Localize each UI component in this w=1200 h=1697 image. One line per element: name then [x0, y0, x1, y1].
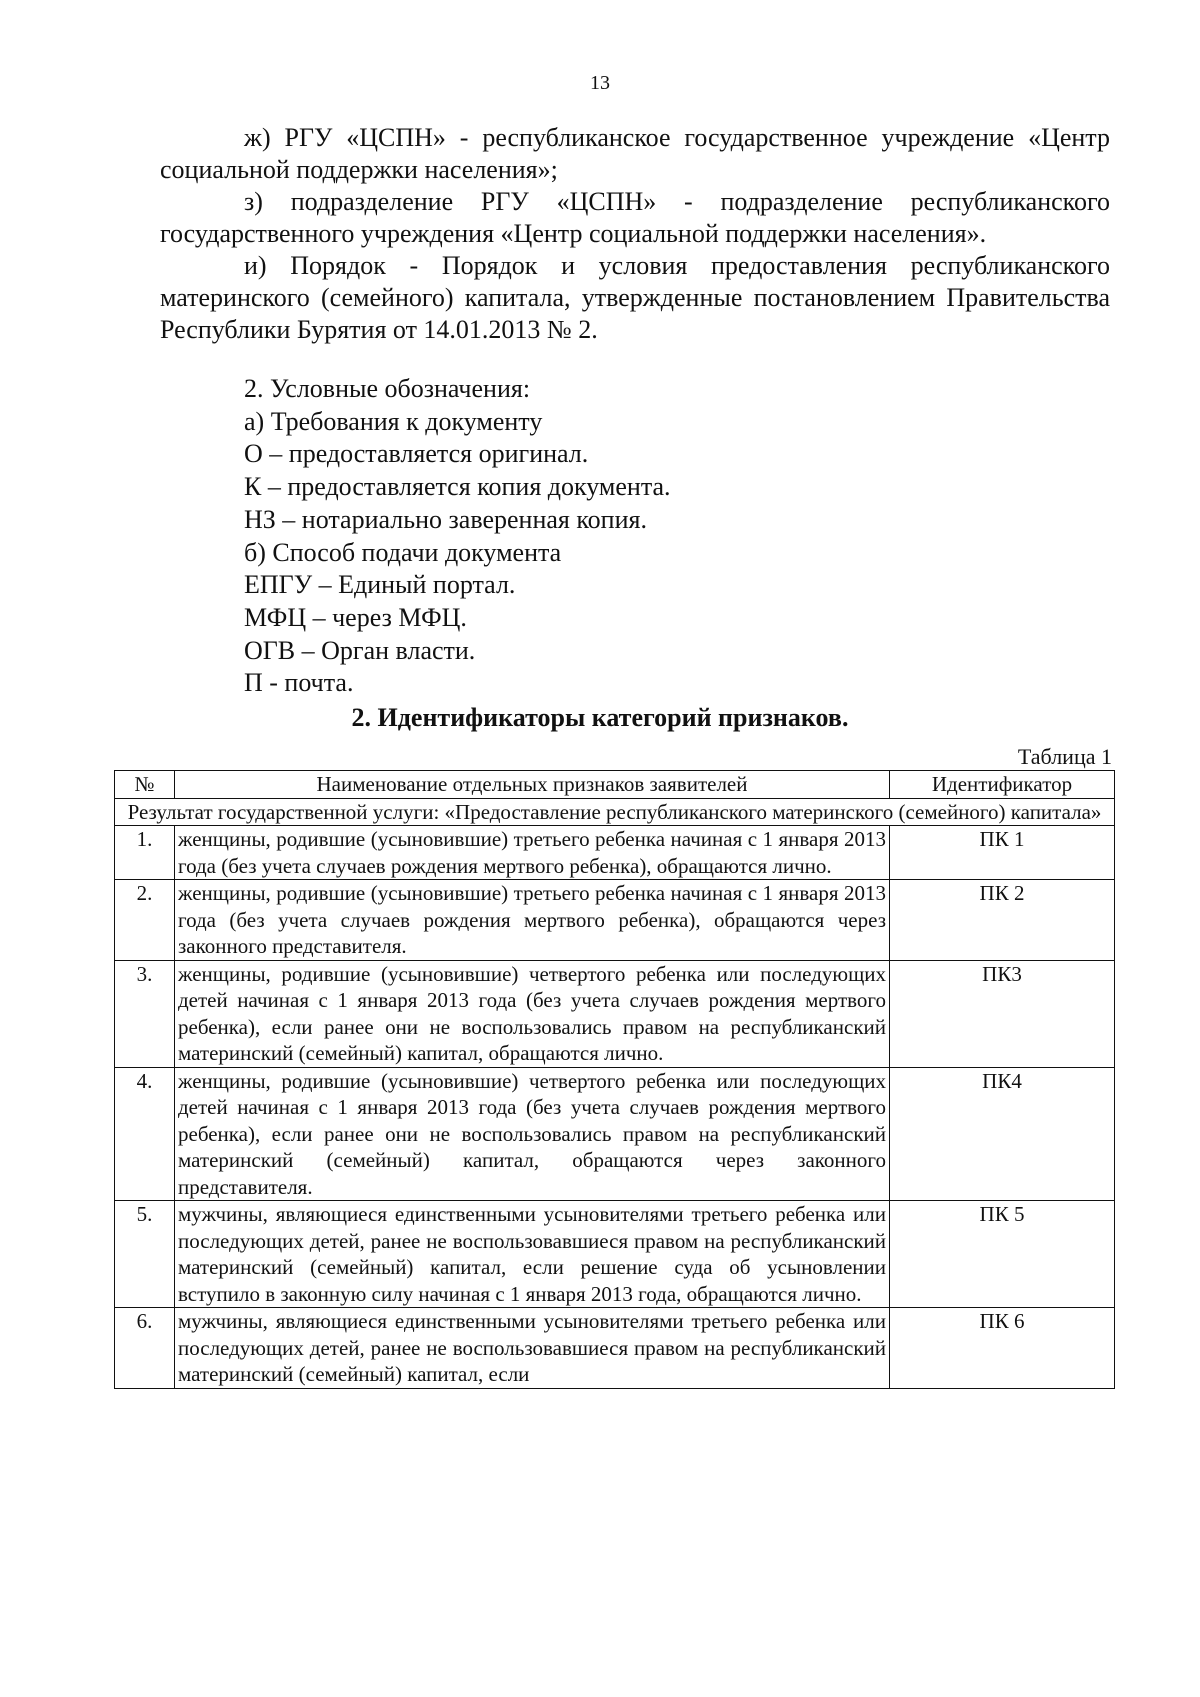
header-identifier: Идентификатор: [890, 771, 1115, 799]
table-row: [115, 1067, 1115, 1201]
legend-item: ОГВ – Орган власти.: [244, 635, 476, 665]
table-result-row: [115, 798, 1115, 826]
row-identifier: ПК 2: [890, 880, 1115, 961]
table-row: [115, 880, 1115, 961]
definition-i: и) Порядок - Порядок и условия предоставления республиканского материнского (семейного) капитала, утвержденные постановлением Правительства Республики Бурятия от 14.01.2013 № 2.: [160, 251, 1110, 344]
row-number: 4.: [115, 1067, 175, 1201]
row-name: мужчины, являющиеся единственными усыновителями третьего ребенка или последующих детей, ранее не воспользовавшиеся правом на республиканский материнский (семейный) капитал, если решение суда об усыновлении вступило в законную силу начиная с 1 января 2013 года, обращаются лично.: [175, 1201, 890, 1308]
legend-item: б) Способ подачи документа: [244, 537, 562, 567]
legend-item: МФЦ – через МФЦ.: [244, 602, 467, 632]
row-number: 3.: [115, 960, 175, 1067]
table-row: [115, 826, 1115, 880]
header-number: №: [115, 771, 175, 799]
row-name: женщины, родившие (усыновившие) третьего ребенка начиная с 1 января 2013 года (без учета случаев рождения мертвого ребенка), обращаются лично.: [175, 826, 890, 880]
legend-item: НЗ – нотариально заверенная копия.: [244, 504, 647, 534]
row-number: 2.: [115, 880, 175, 961]
legend-item: а) Требования к документу: [244, 406, 543, 436]
row-name: мужчины, являющиеся единственными усыновителями третьего ребенка или последующих детей, ранее не воспользовавшиеся правом на республиканский материнский (семейный) капитал, если: [175, 1308, 890, 1389]
row-identifier: ПК 5: [890, 1201, 1115, 1308]
row-identifier: ПК 1: [890, 826, 1115, 880]
identifiers-table: [114, 770, 1115, 1389]
row-identifier: ПК 6: [890, 1308, 1115, 1389]
section-heading: 2. Идентификаторы категорий признаков.: [351, 703, 849, 732]
table-header-row: [115, 771, 1115, 799]
row-identifier: ПК3: [890, 960, 1115, 1067]
table-row: [115, 960, 1115, 1067]
definition-zh: ж) РГУ «ЦСПН» - республиканское государственное учреждение «Центр социальной поддержки населения»;: [160, 123, 1110, 184]
row-number: 1.: [115, 826, 175, 880]
row-number: 6.: [115, 1308, 175, 1389]
header-name: Наименование отдельных признаков заявителей: [175, 771, 890, 799]
table-caption: Таблица 1: [1017, 744, 1112, 769]
legend-item: ЕПГУ – Единый портал.: [244, 570, 516, 600]
legend-item: К – предоставляется копия документа.: [244, 472, 671, 502]
legend-item: П - почта.: [244, 668, 354, 698]
definitions-block: [160, 122, 1110, 346]
row-identifier: ПК4: [890, 1067, 1115, 1201]
table-row: [115, 1201, 1115, 1308]
row-number: 5.: [115, 1201, 175, 1308]
page-number: 13: [590, 72, 610, 94]
legend-item: О – предоставляется оригинал.: [244, 439, 589, 469]
definition-z: з) подразделение РГУ «ЦСПН» - подразделение республиканского государственного учреждения «Центр социальной поддержки населения».: [160, 187, 1110, 248]
row-name: женщины, родившие (усыновившие) четвертого ребенка или последующих детей начиная с 1 января 2013 года (без учета случаев рождения мертвого ребенка), если ранее они не воспользовались правом на республиканский материнский (семейный) капитал, обращаются через законного представителя.: [175, 1067, 890, 1201]
legend-title: 2. Условные обозначения:: [244, 374, 531, 403]
table-row: [115, 1308, 1115, 1389]
row-name: женщины, родившие (усыновившие) третьего ребенка начиная с 1 января 2013 года (без учета случаев рождения мертвого ребенка), обращаются через законного представителя.: [175, 880, 890, 961]
legend-block: [244, 373, 671, 700]
service-result: Результат государственной услуги: «Предоставление республиканского материнского (семейного) капитала»: [115, 798, 1115, 826]
row-name: женщины, родившие (усыновившие) четвертого ребенка или последующих детей начиная с 1 января 2013 года (без учета случаев рождения мертвого ребенка), если ранее они не воспользовались правом на республиканский материнский (семейный) капитал, обращаются лично.: [175, 960, 890, 1067]
